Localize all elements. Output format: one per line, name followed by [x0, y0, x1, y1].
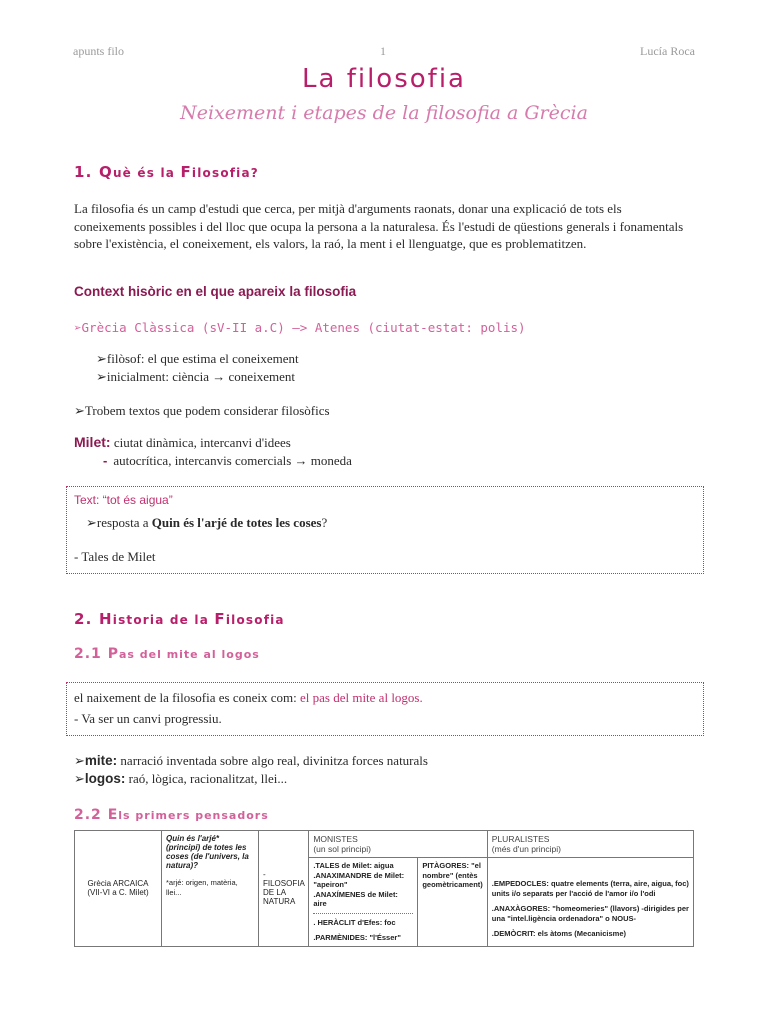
pluralistes-header: [487, 831, 693, 858]
moniste-tales: .TALES de Milet: aigua: [313, 861, 394, 870]
moniste-anaximandre: .ANAXIMANDRE de Milet: "apeiron": [313, 870, 405, 889]
section-2-2-heading-rest: ls primers pensadors: [118, 809, 269, 822]
monistes-header: [309, 831, 487, 858]
answer-suffix: ?: [321, 515, 328, 530]
moniste-heraclit: . HERÀCLIT d'Efes: foc: [313, 917, 396, 927]
definition-logos: [74, 771, 287, 787]
milet-sub-line: [103, 453, 352, 469]
text-box-label: Text: “tot és aigua”: [74, 493, 173, 507]
milet-sub-text: autocrítica, intercanvis comercials → moneda: [113, 453, 352, 468]
section-2-2-number: 2.2: [74, 807, 102, 823]
milet-line: [74, 434, 291, 451]
section-2-2-heading-cap: E: [107, 807, 119, 823]
header-author: Lucía Roca: [640, 44, 695, 58]
section-1-heading-cap2: F: [180, 163, 192, 181]
milet-label: Milet:: [74, 434, 111, 450]
pitagores-cell: [418, 858, 487, 947]
section-2-number: 2.: [74, 610, 93, 628]
section-2-heading: [74, 610, 285, 628]
pluralistes-title: PLURALISTES: [491, 834, 550, 844]
moniste-anaximenes: .ANAXÍMENES de Milet: aire: [313, 889, 398, 908]
mite-logos-pink: el pas del mite al logos.: [299, 690, 423, 705]
section-2-heading-cap: H: [98, 610, 113, 628]
page-subtitle: Neixement i etapes de la filosofia a Grècia: [180, 102, 588, 124]
question-cell: [162, 831, 259, 947]
section-2-heading-rest: istoria de la: [112, 613, 215, 627]
logos-term: logos:: [84, 771, 126, 786]
mite-arrow: ➢: [74, 753, 85, 768]
section-2-1-heading: [74, 646, 260, 662]
logos-text: raó, lògica, racionalitzat, llei...: [125, 771, 288, 786]
moniste-parmenides: .PARMÈNIDES: "l'Ésser": [313, 933, 401, 942]
monistes-list: [309, 858, 418, 947]
text-box-answer: [86, 515, 327, 531]
question-note: *arjé: origen, matèria, llei...: [166, 878, 238, 897]
section-2-1-heading-rest: as del mite al logos: [118, 648, 260, 661]
section-1-heading-rest2: ilosofia?: [191, 166, 259, 180]
answer-prefix: ➢resposta a: [86, 515, 152, 530]
header-left: apunts filo: [73, 44, 124, 58]
section-2-heading-rest2: ilosofia: [225, 613, 285, 627]
page-title: La filosofia: [302, 64, 466, 94]
monistes-title: MONISTES: [313, 834, 358, 844]
pluralista-empedocles: .EMPEDOCLES: quatre elements (terra, aire, aigua, foc) units i/o separats per l'acció de l'amor i/o l'odi: [491, 879, 689, 898]
mite-text: narració inventada sobre algo real, divinitza forces naturals: [117, 753, 428, 768]
pluralistes-list: [487, 858, 693, 947]
pluralista-anaxagores: .ANAXÀGORES: "homeomeries" (llavors) -dirigides per una "intel.ligència ordenadora" o NOUS-: [491, 904, 689, 923]
mite-logos-line: [74, 690, 423, 706]
context-title: Context hisòric en el que apareix la filosofia: [74, 284, 357, 299]
philosophers-table: [74, 830, 694, 947]
answer-bold: Quin és l'arjé de totes les coses: [151, 515, 322, 530]
mite-term: mite:: [84, 753, 118, 768]
monistes-sub: (un sol principi): [313, 844, 371, 854]
greece-line: ➢Grècia Clàssica (sV-II a.C) —> Atenes (ciutat-estat: polis): [74, 320, 526, 335]
period-label: Grècia ARCAICA: [87, 879, 149, 889]
question-text: Quin és l'arjé* (principi) de totes les coses (de l'univers, la natura)?: [166, 834, 249, 870]
section-1-heading: [74, 163, 259, 181]
logos-arrow: ➢: [74, 771, 85, 786]
section-2-heading-cap2: F: [214, 610, 226, 628]
pitagores-text: PITÀGORES: "el nombre" (entès geomètricament): [422, 861, 483, 889]
page-number: 1: [380, 44, 386, 58]
bullet-initially: ➢inicialment: ciència → coneixement: [96, 369, 295, 384]
period-cell: [75, 831, 162, 947]
bullet-philosopher: ➢filòsof: el que estima el coneixement: [96, 351, 299, 366]
section-1-heading-cap: Q: [98, 163, 113, 181]
progressive-change-line: - Va ser un canvi progressiu.: [74, 711, 222, 726]
topic-cell: [259, 831, 309, 947]
section-2-1-number: 2.1: [74, 646, 102, 662]
text-box-author: - Tales de Milet: [74, 549, 156, 564]
pluralista-democrit: .DEMÒCRIT: els àtoms (Mecanicisme): [491, 929, 626, 938]
section-1-number: 1.: [74, 163, 93, 181]
pluralistes-sub: (més d'un principi): [491, 844, 561, 854]
milet-text: ciutat dinàmica, intercanvi d'idees: [110, 435, 291, 450]
intro-paragraph: La filosofia és un camp d'estudi que cerca, per mitjà d'arguments raonats, donar una explicació de tots els coneixements possibles i del lloc que ocupa la persona a la naturalesa. És l'estudi de qüestions generals i fonamentals sobre l'existència, el coneixement, els valors, la raó, la ment i el llenguatge, que es problematitzen.: [74, 201, 684, 251]
mite-logos-prefix: el naixement de la filosofia es coneix com:: [74, 690, 300, 705]
definition-mite: [74, 753, 428, 769]
period-sub: (VII-VI a C. Milet): [87, 888, 149, 898]
topic-label: -FILOSOFIA DE LA NATURA: [263, 870, 305, 907]
section-2-2-heading: [74, 807, 269, 823]
milet-dash: -: [103, 453, 108, 468]
section-2-1-heading-cap: P: [107, 646, 119, 662]
texts-line: ➢Trobem textos que podem considerar filosòfics: [74, 403, 330, 418]
section-1-heading-rest: uè és la: [112, 166, 181, 180]
